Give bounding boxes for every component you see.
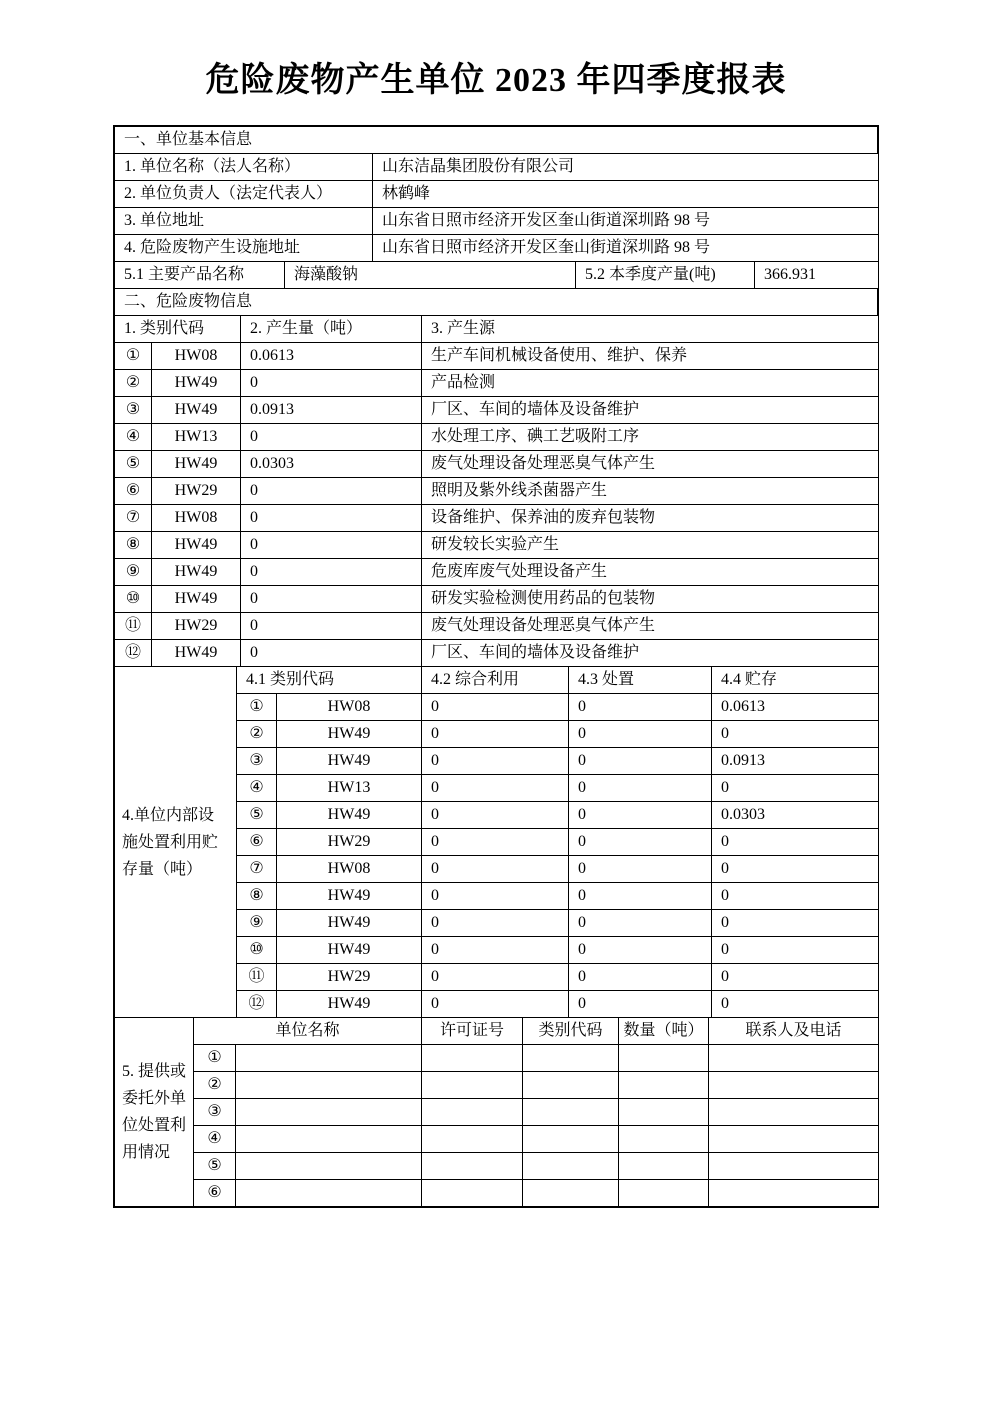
cell-source: 照明及紫外线杀菌器产生 [422, 478, 879, 505]
row-index: ⑥ [194, 1180, 236, 1207]
cell-code: HW29 [152, 478, 241, 505]
product-name-label: 5.1 主要产品名称 [115, 262, 285, 289]
cell-license [422, 1180, 523, 1207]
cell-amount: 0 [241, 613, 422, 640]
row-index: ③ [115, 397, 152, 424]
table-row [115, 262, 879, 289]
cell-store: 0 [712, 964, 879, 991]
field-value: 林鹤峰 [373, 181, 879, 208]
cell-code: HW08 [277, 856, 422, 883]
table-row [115, 181, 879, 208]
cell-dispose: 0 [569, 775, 712, 802]
cell-amount: 0.0303 [241, 451, 422, 478]
col-header-code: 类别代码 [523, 1018, 619, 1045]
page-title: 危险废物产生单位 2023 年四季度报表 [205, 62, 787, 99]
report-table [113, 125, 879, 1208]
table-row [115, 235, 879, 262]
cell-amount: 0 [241, 424, 422, 451]
table-row [115, 1045, 879, 1072]
section-waste-header [114, 288, 878, 316]
cell-dispose: 0 [569, 802, 712, 829]
cell-amount [619, 1153, 709, 1180]
cell-store: 0 [712, 883, 879, 910]
cell-code: HW49 [152, 586, 241, 613]
row-index: ① [237, 694, 277, 721]
cell-code: HW49 [277, 883, 422, 910]
cell-store: 0 [712, 829, 879, 856]
cell-code: HW49 [277, 721, 422, 748]
row-index: ⑫ [115, 640, 152, 667]
cell-source: 研发实验检测使用药品的包装物 [422, 586, 879, 613]
field-value: 山东省日照市经济开发区奎山街道深圳路 98 号 [373, 235, 879, 262]
product-name-value: 海藻酸钠 [285, 262, 576, 289]
cell-contact [709, 1153, 879, 1180]
col-header-contact: 联系人及电话 [709, 1018, 879, 1045]
cell-code: HW13 [152, 424, 241, 451]
cell-store: 0.0913 [712, 748, 879, 775]
col-header-code: 4.1 类别代码 [237, 667, 422, 694]
row-index: ⑥ [237, 829, 277, 856]
cell-amount: 0 [241, 370, 422, 397]
cell-dispose: 0 [569, 991, 712, 1018]
cell-license [422, 1099, 523, 1126]
cell-use: 0 [422, 883, 569, 910]
waste-table [114, 315, 879, 667]
cell-code: HW49 [277, 991, 422, 1018]
table-row [115, 154, 879, 181]
table-row [115, 208, 879, 235]
cell-unit-name [236, 1045, 422, 1072]
external-disposal-table [114, 1017, 879, 1207]
table-row [115, 613, 879, 640]
row-index: ① [194, 1045, 236, 1072]
cell-code [523, 1153, 619, 1180]
cell-store: 0 [712, 721, 879, 748]
row-index: ④ [115, 424, 152, 451]
table-row [115, 559, 879, 586]
cell-source: 危废库废气处理设备产生 [422, 559, 879, 586]
field-label: 1. 单位名称（法人名称） [115, 154, 373, 181]
field-value: 山东洁晶集团股份有限公司 [373, 154, 879, 181]
cell-code: HW29 [277, 964, 422, 991]
table-row [115, 397, 879, 424]
cell-code: HW49 [152, 640, 241, 667]
cell-store: 0.0303 [712, 802, 879, 829]
cell-amount: 0 [241, 640, 422, 667]
table-row [115, 505, 879, 532]
cell-use: 0 [422, 937, 569, 964]
row-index: ④ [237, 775, 277, 802]
cell-dispose: 0 [569, 964, 712, 991]
internal-disposal-table [114, 666, 879, 1018]
cell-amount [619, 1180, 709, 1207]
row-index: ⑨ [237, 910, 277, 937]
cell-source: 厂区、车间的墙体及设备维护 [422, 640, 879, 667]
cell-dispose: 0 [569, 910, 712, 937]
cell-contact [709, 1126, 879, 1153]
product-row-table [114, 261, 879, 289]
cell-amount: 0.0613 [241, 343, 422, 370]
cell-code: HW08 [152, 343, 241, 370]
row-index: ⑤ [115, 451, 152, 478]
table-row [115, 640, 879, 667]
table-row [115, 478, 879, 505]
cell-use: 0 [422, 856, 569, 883]
cell-code: HW29 [277, 829, 422, 856]
cell-code: HW49 [152, 559, 241, 586]
cell-code: HW49 [277, 937, 422, 964]
row-index: ③ [194, 1099, 236, 1126]
cell-source: 设备维护、保养油的废弃包装物 [422, 505, 879, 532]
row-index: ⑪ [115, 613, 152, 640]
col-header-amount: 2. 产生量（吨） [241, 316, 422, 343]
cell-license [422, 1072, 523, 1099]
col-header-code: 1. 类别代码 [115, 316, 241, 343]
table-header-row [115, 316, 879, 343]
field-label: 3. 单位地址 [115, 208, 373, 235]
cell-license [422, 1045, 523, 1072]
table-row [115, 1180, 879, 1207]
cell-amount [619, 1072, 709, 1099]
internal-section-label: 4.单位内部设施处置利用贮存量（吨） [115, 667, 237, 1018]
cell-source: 研发较长实验产生 [422, 532, 879, 559]
row-index: ⑧ [237, 883, 277, 910]
table-row [115, 586, 879, 613]
col-header-amount: 数量（吨） [619, 1018, 709, 1045]
col-header-use: 4.2 综合利用 [422, 667, 569, 694]
row-index: ② [194, 1072, 236, 1099]
table-row [115, 532, 879, 559]
row-index: ⑩ [115, 586, 152, 613]
cell-use: 0 [422, 694, 569, 721]
section-basic-header [114, 126, 878, 154]
table-header-row [115, 667, 879, 694]
cell-amount [619, 1126, 709, 1153]
cell-unit-name [236, 1126, 422, 1153]
table-row [115, 451, 879, 478]
row-index: ⑦ [115, 505, 152, 532]
quarter-output-value: 366.931 [755, 262, 879, 289]
row-index: ② [115, 370, 152, 397]
row-index: ⑦ [237, 856, 277, 883]
cell-dispose: 0 [569, 883, 712, 910]
cell-use: 0 [422, 829, 569, 856]
row-index: ① [115, 343, 152, 370]
cell-license [422, 1153, 523, 1180]
cell-store: 0 [712, 775, 879, 802]
row-index: ⑧ [115, 532, 152, 559]
cell-unit-name [236, 1153, 422, 1180]
row-index: ⑩ [237, 937, 277, 964]
basic-info-table [114, 153, 879, 262]
section-basic-title: 一、单位基本信息 [115, 127, 878, 154]
col-header-license: 许可证号 [422, 1018, 523, 1045]
cell-contact [709, 1072, 879, 1099]
row-index: ③ [237, 748, 277, 775]
field-value: 山东省日照市经济开发区奎山街道深圳路 98 号 [373, 208, 879, 235]
cell-use: 0 [422, 721, 569, 748]
cell-use: 0 [422, 991, 569, 1018]
cell-code: HW49 [277, 802, 422, 829]
cell-source: 废气处理设备处理恶臭气体产生 [422, 613, 879, 640]
cell-dispose: 0 [569, 748, 712, 775]
cell-store: 0 [712, 856, 879, 883]
row-index: ⑨ [115, 559, 152, 586]
cell-code: HW08 [152, 505, 241, 532]
cell-amount [619, 1099, 709, 1126]
cell-code: HW49 [152, 451, 241, 478]
cell-amount: 0 [241, 559, 422, 586]
row-index: ④ [194, 1126, 236, 1153]
cell-dispose: 0 [569, 856, 712, 883]
cell-dispose: 0 [569, 937, 712, 964]
cell-unit-name [236, 1099, 422, 1126]
cell-amount [619, 1045, 709, 1072]
cell-dispose: 0 [569, 721, 712, 748]
cell-store: 0 [712, 937, 879, 964]
cell-use: 0 [422, 775, 569, 802]
cell-use: 0 [422, 964, 569, 991]
table-row [115, 1099, 879, 1126]
field-label: 4. 危险废物产生设施地址 [115, 235, 373, 262]
row-index: ⑥ [115, 478, 152, 505]
col-header-unit-name: 单位名称 [194, 1018, 422, 1045]
cell-code: HW49 [152, 532, 241, 559]
table-row [115, 1126, 879, 1153]
cell-code: HW49 [277, 910, 422, 937]
cell-amount: 0 [241, 478, 422, 505]
cell-use: 0 [422, 748, 569, 775]
cell-use: 0 [422, 802, 569, 829]
section-waste-title: 二、危险废物信息 [115, 289, 878, 316]
cell-contact [709, 1180, 879, 1207]
table-row [115, 1153, 879, 1180]
table-header-row [115, 1018, 879, 1045]
cell-store: 0.0613 [712, 694, 879, 721]
cell-unit-name [236, 1072, 422, 1099]
cell-source: 水处理工序、碘工艺吸附工序 [422, 424, 879, 451]
cell-amount: 0 [241, 532, 422, 559]
cell-amount: 0 [241, 586, 422, 613]
cell-code: HW49 [152, 397, 241, 424]
table-row [115, 370, 879, 397]
cell-code [523, 1045, 619, 1072]
cell-dispose: 0 [569, 694, 712, 721]
row-index: ⑤ [237, 802, 277, 829]
cell-code: HW13 [277, 775, 422, 802]
cell-code: HW49 [277, 748, 422, 775]
cell-code [523, 1180, 619, 1207]
cell-source: 废气处理设备处理恶臭气体产生 [422, 451, 879, 478]
table-row [115, 1072, 879, 1099]
cell-code [523, 1126, 619, 1153]
cell-unit-name [236, 1180, 422, 1207]
cell-contact [709, 1045, 879, 1072]
row-index: ⑪ [237, 964, 277, 991]
col-header-source: 3. 产生源 [422, 316, 879, 343]
col-header-store: 4.4 贮存 [712, 667, 879, 694]
cell-source: 生产车间机械设备使用、维护、保养 [422, 343, 879, 370]
cell-use: 0 [422, 910, 569, 937]
table-row [115, 424, 879, 451]
cell-code: HW08 [277, 694, 422, 721]
cell-contact [709, 1099, 879, 1126]
cell-code [523, 1099, 619, 1126]
table-row [115, 343, 879, 370]
row-index: ② [237, 721, 277, 748]
cell-source: 产品检测 [422, 370, 879, 397]
cell-dispose: 0 [569, 829, 712, 856]
cell-amount: 0 [241, 505, 422, 532]
row-index: ⑤ [194, 1153, 236, 1180]
col-header-dispose: 4.3 处置 [569, 667, 712, 694]
cell-license [422, 1126, 523, 1153]
cell-store: 0 [712, 910, 879, 937]
cell-code [523, 1072, 619, 1099]
field-label: 2. 单位负责人（法定代表人） [115, 181, 373, 208]
quarter-output-label: 5.2 本季度产量(吨) [576, 262, 755, 289]
external-section-label: 5. 提供或委托外单位处置利用情况 [115, 1018, 194, 1207]
row-index: ⑫ [237, 991, 277, 1018]
cell-store: 0 [712, 991, 879, 1018]
cell-amount: 0.0913 [241, 397, 422, 424]
cell-code: HW29 [152, 613, 241, 640]
cell-code: HW49 [152, 370, 241, 397]
cell-source: 厂区、车间的墙体及设备维护 [422, 397, 879, 424]
